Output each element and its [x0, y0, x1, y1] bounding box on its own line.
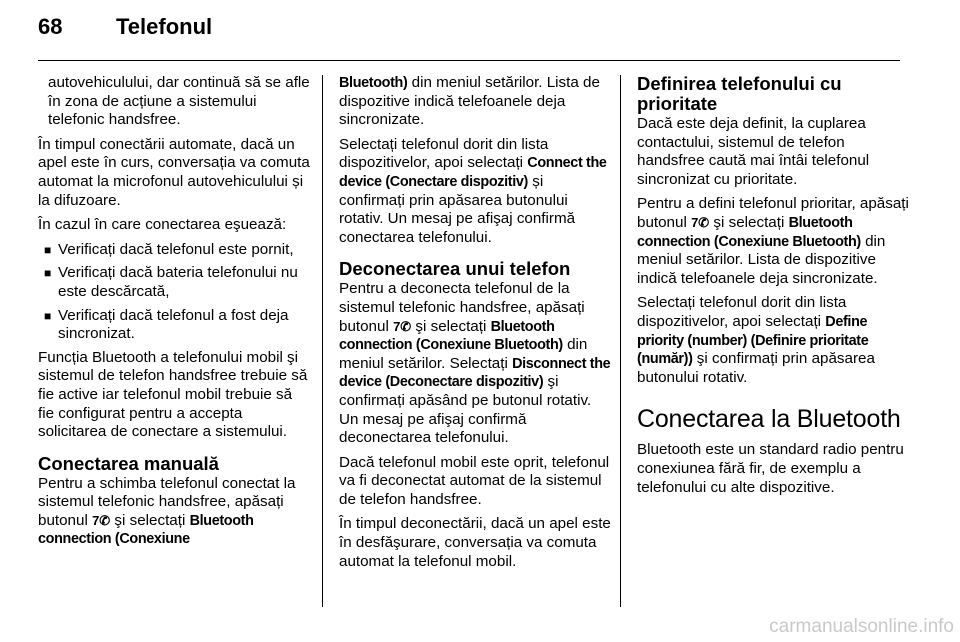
- phone-button-icon: 7✆: [393, 318, 412, 334]
- paragraph: [339, 136, 611, 248]
- paragraph: [637, 294, 909, 387]
- column-2: [339, 74, 611, 577]
- text-run: Pentru a defini telefonul prioritar, apăsați butonul: [637, 195, 909, 231]
- paragraph: În timpul deconectării, dacă un apel este în desfăşurare, conversația va comuta automat la telefonul mobil.: [339, 515, 611, 570]
- watermark: carmanualsonline.info: [769, 616, 954, 637]
- section-heading-priority: Definirea telefonului cu prioritate: [637, 73, 842, 114]
- menu-item-reference: Define priority (number) (Definire prioritate (număr)): [637, 313, 869, 368]
- list-item-text: Verificați dacă telefonul a fost deja sincronizat.: [58, 306, 289, 343]
- paragraph: În cazul în care conectarea eşuează:: [38, 216, 287, 234]
- bullet-icon: ■: [44, 266, 52, 281]
- page-title: Telefonul: [116, 14, 213, 39]
- paragraph: Dacă telefonul mobil este oprit, telefonul va fi deconectat automat de la sistemul de telefon handsfree.: [339, 453, 610, 508]
- paragraph: [38, 475, 310, 549]
- paragraph: [339, 280, 611, 447]
- paragraph: Funcția Bluetooth a telefonului mobil şi sistemul de telefon handsfree trebuie să fie active iar telefonul mobil trebuie să fie configurat pentru a accepta solicitarea de conectare a sistemului.: [38, 348, 308, 441]
- column-1: [38, 74, 310, 555]
- list-item: [38, 264, 310, 301]
- bullet-icon: ■: [44, 308, 52, 323]
- paragraph: [637, 195, 909, 288]
- bullet-icon: ■: [44, 242, 52, 257]
- list-item-text: Verificați dacă bateria telefonului nu este descărcată,: [58, 264, 298, 300]
- list-item-text: Verificați dacă telefonul este pornit,: [58, 240, 294, 258]
- text-run: Selectați telefonul dorit din lista dispozitivelor, apoi selectați: [339, 135, 549, 172]
- paragraph: Bluetooth este un standard radio pentru conexiunea fără fir, de exemplu a telefonului cu alte dispozitive.: [637, 441, 904, 496]
- text-run: și confirmați prin apăsarea butonului rotativ. Un mesaj pe afişaj confirmă conectarea telefonului.: [339, 172, 576, 246]
- menu-item-reference: Bluetooth connection (Conexiune Bluetooth): [339, 318, 563, 354]
- menu-item-reference: Bluetooth connection (Conexiune Bluetooth): [637, 214, 861, 250]
- menu-item-reference: Bluetooth connection (Conexiune: [38, 512, 254, 548]
- list-item: [38, 307, 310, 344]
- header-rule: [38, 60, 900, 61]
- section-heading-disconnect: Deconectarea unui telefon: [339, 258, 571, 280]
- text-run: din meniul setărilor. Lista de dispozitive indică telefoanele deja sincronizate.: [339, 74, 600, 129]
- checklist: [38, 241, 310, 344]
- phone-button-icon: 7✆: [92, 512, 111, 528]
- text-run: din meniul setărilor. Selectați: [339, 336, 588, 372]
- paragraph: Dacă este deja definit, la cuplarea contactului, sistemul de telefon handsfree caută mai întâi telefonul sincronizat cu prioritate.: [637, 115, 870, 188]
- phone-button-icon: 7✆: [691, 214, 710, 230]
- section-heading-bluetooth: Conectarea la Bluetooth: [637, 405, 901, 434]
- menu-item-reference: Connect the device (Conectare dispozitiv): [339, 155, 607, 190]
- text-run: şi selectați: [415, 317, 487, 335]
- section-heading-manual-connection: Conectarea manuală: [38, 452, 219, 474]
- column-divider-2: [620, 75, 621, 607]
- menu-item-reference: Bluetooth): [339, 75, 408, 91]
- page-number: 68: [38, 14, 63, 39]
- paragraph: autovehiculului, dar continuă să se afle în zona de acțiune a sistemului telefonic handsfree.: [48, 74, 310, 129]
- paragraph: [339, 74, 611, 130]
- text-run: şi selectați: [114, 511, 186, 529]
- text-run: şi selectați: [713, 213, 785, 231]
- text-run: Pentru a schimba telefonul conectat la sistemul telefonic handsfree, apăsați butonul: [38, 474, 296, 529]
- text-run: Pentru a deconecta telefonul de la sistemul telefonic handsfree, apăsați butonul: [339, 280, 585, 335]
- column-divider-1: [322, 75, 323, 607]
- column-3: [637, 74, 909, 503]
- text-run: Selectați telefonul dorit din lista dispozitivelor, apoi selectați: [637, 294, 847, 330]
- list-item: [38, 241, 310, 260]
- text-run: şi confirmați prin apăsarea butonului rotativ.: [637, 350, 875, 386]
- menu-item-reference: Disconnect the device (Deconectare dispozitiv): [339, 355, 611, 391]
- text-run: şi confirmați apăsând pe butonul rotativ. Un mesaj pe afişaj confirmă deconectarea telefonului.: [339, 373, 592, 447]
- paragraph: În timpul conectării automate, dacă un apel este în curs, conversația va comuta automat la microfonul autovehiculului și la difuzoare.: [38, 135, 310, 209]
- text-run: din meniul setărilor. Lista de dispozitive indică telefoanele deja sincronizate.: [637, 232, 886, 287]
